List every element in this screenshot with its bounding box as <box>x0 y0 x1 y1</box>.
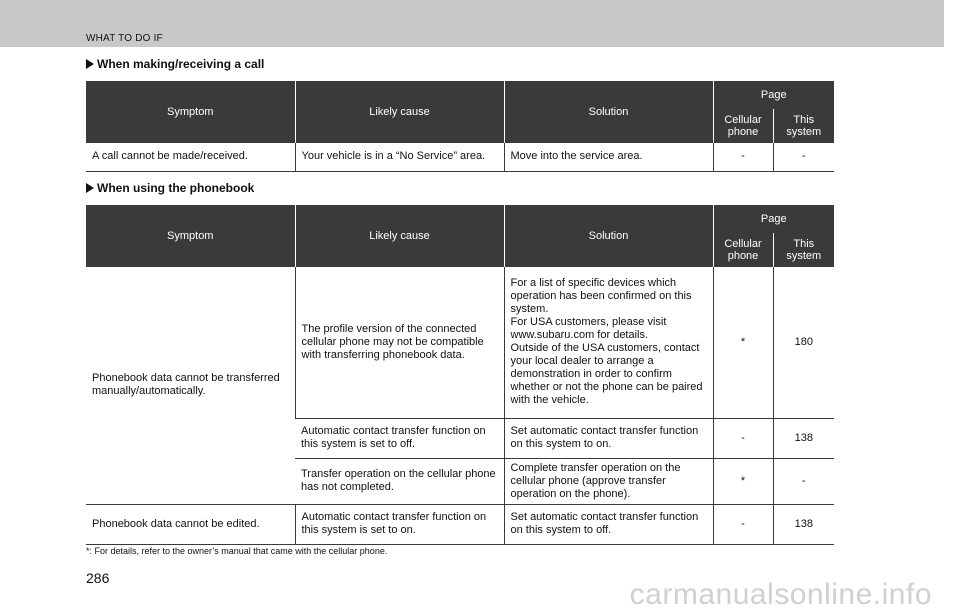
cell-symptom: Phonebook data cannot be transferred manually/automatically. <box>86 267 295 504</box>
col-header-cause: Likely cause <box>295 205 504 267</box>
footnote: *: For details, refer to the owner’s manual that came with the cellular phone. <box>86 546 388 556</box>
col-header-solution: Solution <box>504 81 713 143</box>
table-row <box>86 267 834 418</box>
section-title-call <box>86 57 264 71</box>
col-header-system: This system <box>773 233 834 267</box>
table-row <box>86 504 834 544</box>
cell-cellular-page: * <box>713 267 773 418</box>
col-header-cellular: Cellular phone <box>713 233 773 267</box>
col-header-cellular: Cellular phone <box>713 109 773 143</box>
cell-cellular-page: * <box>713 458 773 504</box>
col-header-symptom: Symptom <box>86 205 295 267</box>
cell-solution: Complete transfer operation on the cellular phone (approve transfer operation on the phone). <box>504 458 713 504</box>
header-bar <box>0 0 944 47</box>
watermark: carmanualsonline.info <box>629 578 932 611</box>
cell-solution: Set automatic contact transfer function on this system to on. <box>504 418 713 458</box>
header-title: WHAT TO DO IF <box>86 33 163 44</box>
cell-solution: Move into the service area. <box>504 143 713 171</box>
cell-solution: For a list of specific devices which operation has been confirmed on this system. For USA customers, please visit www.subaru.com for details. Outside of the USA customers, contact your local dealer to arrange a demonstration in order to confirm whether or not the phone can be paired with the vehicle. <box>504 267 713 418</box>
phonebook-table <box>86 205 834 545</box>
section-title-phonebook <box>86 181 254 195</box>
col-header-page: Page <box>713 81 834 109</box>
cell-solution: Set automatic contact transfer function on this system to off. <box>504 504 713 544</box>
page-number: 286 <box>86 570 110 586</box>
section-title-call-text: When making/receiving a call <box>97 57 265 71</box>
cell-cause: The profile version of the connected cellular phone may not be compatible with transferring phonebook data. <box>295 267 504 418</box>
cell-cellular-page: - <box>713 504 773 544</box>
cell-cause: Automatic contact transfer function on this system is set to off. <box>295 418 504 458</box>
col-header-system: This system <box>773 109 834 143</box>
triangle-bullet-icon <box>86 183 94 193</box>
cell-system-page: - <box>773 458 834 504</box>
table-row <box>86 143 834 171</box>
cell-cause: Transfer operation on the cellular phone has not completed. <box>295 458 504 504</box>
col-header-solution: Solution <box>504 205 713 267</box>
cell-cellular-page: - <box>713 143 773 171</box>
cell-cause: Automatic contact transfer function on this system is set to on. <box>295 504 504 544</box>
cell-cause: Your vehicle is in a “No Service” area. <box>295 143 504 171</box>
cell-symptom: A call cannot be made/received. <box>86 143 295 171</box>
cell-system-page: 180 <box>773 267 834 418</box>
section-title-phonebook-text: When using the phonebook <box>97 181 255 195</box>
cell-symptom: Phonebook data cannot be edited. <box>86 504 295 544</box>
col-header-page: Page <box>713 205 834 233</box>
cell-system-page: 138 <box>773 504 834 544</box>
triangle-bullet-icon <box>86 59 94 69</box>
call-table <box>86 81 834 172</box>
col-header-cause: Likely cause <box>295 81 504 143</box>
col-header-symptom: Symptom <box>86 81 295 143</box>
cell-system-page: - <box>773 143 834 171</box>
cell-system-page: 138 <box>773 418 834 458</box>
cell-cellular-page: - <box>713 418 773 458</box>
